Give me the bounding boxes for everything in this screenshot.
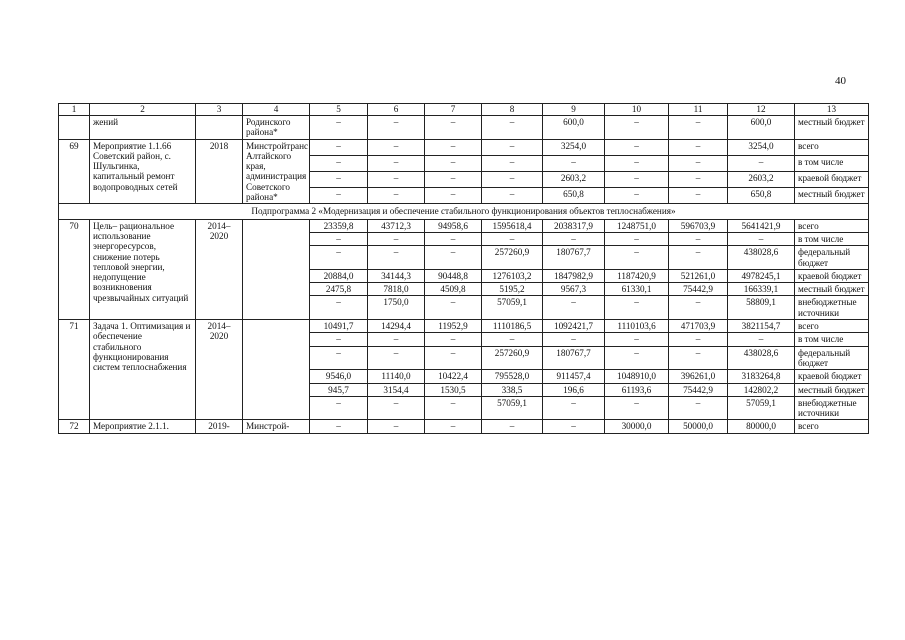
value-cell: 34144,3 — [368, 269, 425, 282]
value-cell: – — [310, 188, 368, 204]
value-cell: 94958,6 — [425, 219, 482, 232]
item-number-cell: 71 — [59, 320, 90, 420]
column-header: 3 — [196, 104, 243, 116]
value-cell: – — [669, 139, 728, 155]
value-cell: 180767,7 — [543, 346, 605, 370]
funding-source-cell: местный бюджет — [795, 116, 869, 140]
value-cell: 50000,0 — [669, 420, 728, 433]
funding-source-cell: местный бюджет — [795, 383, 869, 396]
value-cell: – — [368, 188, 425, 204]
value-cell: 75442,9 — [669, 383, 728, 396]
value-cell: 5641421,9 — [728, 219, 795, 232]
item-number-cell: 69 — [59, 139, 90, 204]
item-name-cell: Мероприятие 2.1.1. — [90, 420, 196, 433]
value-cell: 2603,2 — [543, 171, 605, 187]
value-cell: – — [605, 296, 669, 320]
table-row — [59, 219, 869, 232]
value-cell: – — [368, 420, 425, 433]
value-cell: 1048910,0 — [605, 370, 669, 383]
value-cell: 396261,0 — [669, 370, 728, 383]
value-cell: 196,6 — [543, 383, 605, 396]
funding-source-cell: краевой бюджет — [795, 370, 869, 383]
value-cell: 2038317,9 — [543, 219, 605, 232]
item-name-cell: жений — [90, 116, 196, 140]
value-cell: – — [425, 420, 482, 433]
value-cell: – — [368, 333, 425, 346]
value-cell: 795528,0 — [482, 370, 543, 383]
value-cell: 3154,4 — [368, 383, 425, 396]
column-header: 8 — [482, 104, 543, 116]
column-header: 9 — [543, 104, 605, 116]
value-cell: – — [728, 232, 795, 245]
value-cell: 11952,9 — [425, 320, 482, 333]
funding-source-cell: местный бюджет — [795, 283, 869, 296]
value-cell: – — [310, 139, 368, 155]
item-name-cell: Цель– рациональное использование энергоресурсов, снижение потерь тепловой энергии, недопущение возникновения чрезвычайных ситуаций — [90, 219, 196, 319]
value-cell: 911457,4 — [543, 370, 605, 383]
value-cell: 10491,7 — [310, 320, 368, 333]
value-cell: 30000,0 — [605, 420, 669, 433]
value-cell: – — [482, 232, 543, 245]
value-cell: 2603,2 — [728, 171, 795, 187]
value-cell: – — [669, 346, 728, 370]
funding-source-cell: краевой бюджет — [795, 171, 869, 187]
value-cell: – — [669, 171, 728, 187]
value-cell: – — [310, 333, 368, 346]
executor-cell: Минстройтранс Алтайского края, администрация Советского района* — [243, 139, 310, 204]
value-cell: 1092421,7 — [543, 320, 605, 333]
value-cell: 3254,0 — [728, 139, 795, 155]
value-cell: – — [605, 116, 669, 140]
value-cell: 1276103,2 — [482, 269, 543, 282]
value-cell: 1847982,9 — [543, 269, 605, 282]
table-row — [59, 116, 869, 140]
value-cell: – — [482, 155, 543, 171]
column-header: 7 — [425, 104, 482, 116]
years-cell: 2014–2020 — [196, 219, 243, 319]
value-cell: – — [425, 396, 482, 420]
value-cell: – — [310, 420, 368, 433]
value-cell: 57059,1 — [482, 396, 543, 420]
value-cell: – — [482, 188, 543, 204]
column-header: 12 — [728, 104, 795, 116]
column-header: 13 — [795, 104, 869, 116]
value-cell: 5195,2 — [482, 283, 543, 296]
value-cell: – — [728, 333, 795, 346]
value-cell: – — [368, 246, 425, 270]
value-cell: – — [669, 232, 728, 245]
years-cell: 2019- — [196, 420, 243, 433]
value-cell: – — [482, 420, 543, 433]
value-cell: 61193,6 — [605, 383, 669, 396]
value-cell: 600,0 — [543, 116, 605, 140]
funding-source-cell: федеральный бюджет — [795, 246, 869, 270]
value-cell: – — [669, 333, 728, 346]
funding-source-cell: местный бюджет — [795, 188, 869, 204]
value-cell: 10422,4 — [425, 370, 482, 383]
value-cell: – — [425, 188, 482, 204]
funding-source-cell: внебюджетные источники — [795, 396, 869, 420]
column-header: 6 — [368, 104, 425, 116]
value-cell: 43712,3 — [368, 219, 425, 232]
value-cell: 4978245,1 — [728, 269, 795, 282]
column-header: 5 — [310, 104, 368, 116]
value-cell: – — [425, 296, 482, 320]
table-row — [59, 320, 869, 333]
value-cell: 1248751,0 — [605, 219, 669, 232]
value-cell: – — [368, 171, 425, 187]
value-cell: 4509,8 — [425, 283, 482, 296]
value-cell: 1530,5 — [425, 383, 482, 396]
value-cell: 438028,6 — [728, 246, 795, 270]
value-cell: 471703,9 — [669, 320, 728, 333]
value-cell: – — [605, 333, 669, 346]
value-cell: – — [482, 116, 543, 140]
value-cell: – — [669, 296, 728, 320]
value-cell: – — [425, 155, 482, 171]
value-cell: – — [543, 333, 605, 346]
value-cell: – — [543, 232, 605, 245]
funding-source-cell: краевой бюджет — [795, 269, 869, 282]
value-cell: – — [310, 246, 368, 270]
value-cell: 9567,3 — [543, 283, 605, 296]
value-cell: 1110186,5 — [482, 320, 543, 333]
executor-cell: Минстрой- — [243, 420, 310, 433]
subprogram-row — [59, 204, 869, 219]
value-cell: – — [482, 333, 543, 346]
value-cell: 9546,0 — [310, 370, 368, 383]
value-cell: – — [368, 232, 425, 245]
item-number-cell — [59, 116, 90, 140]
funding-source-cell: всего — [795, 320, 869, 333]
value-cell: 2475,8 — [310, 283, 368, 296]
value-cell: 596703,9 — [669, 219, 728, 232]
value-cell: – — [669, 396, 728, 420]
budget-table — [58, 103, 869, 434]
value-cell: 521261,0 — [669, 269, 728, 282]
table-row — [59, 139, 869, 155]
value-cell: 1110103,6 — [605, 320, 669, 333]
executor-cell: Родинского района* — [243, 116, 310, 140]
value-cell: – — [669, 155, 728, 171]
item-number-cell: 70 — [59, 219, 90, 319]
value-cell: – — [543, 296, 605, 320]
funding-source-cell: в том числе — [795, 333, 869, 346]
column-header: 2 — [90, 104, 196, 116]
value-cell: – — [310, 232, 368, 245]
value-cell: – — [425, 346, 482, 370]
value-cell: 14294,4 — [368, 320, 425, 333]
column-header: 11 — [669, 104, 728, 116]
value-cell: – — [669, 188, 728, 204]
value-cell: – — [605, 139, 669, 155]
value-cell: 11140,0 — [368, 370, 425, 383]
value-cell: – — [482, 171, 543, 187]
value-cell: – — [543, 420, 605, 433]
column-header: 10 — [605, 104, 669, 116]
value-cell: – — [425, 232, 482, 245]
value-cell: 57059,1 — [482, 296, 543, 320]
value-cell: 20884,0 — [310, 269, 368, 282]
value-cell: – — [543, 396, 605, 420]
funding-source-cell: внебюджетные источники — [795, 296, 869, 320]
value-cell: 75442,9 — [669, 283, 728, 296]
value-cell: 58809,1 — [728, 296, 795, 320]
value-cell: 61330,1 — [605, 283, 669, 296]
column-number-row — [59, 104, 869, 116]
page-number: 40 — [835, 75, 846, 87]
value-cell: 90448,8 — [425, 269, 482, 282]
value-cell: 23359,8 — [310, 219, 368, 232]
item-number-cell: 72 — [59, 420, 90, 433]
value-cell: – — [605, 346, 669, 370]
value-cell: 7818,0 — [368, 283, 425, 296]
value-cell: – — [543, 155, 605, 171]
value-cell: 80000,0 — [728, 420, 795, 433]
item-name-cell: Мероприятие 1.1.66 Советский район, с. Шульгинка, капитальный ремонт водопроводных сетей — [90, 139, 196, 204]
value-cell: – — [605, 171, 669, 187]
value-cell: – — [425, 116, 482, 140]
value-cell: – — [605, 155, 669, 171]
value-cell: – — [728, 155, 795, 171]
value-cell: 338,5 — [482, 383, 543, 396]
value-cell: 650,8 — [728, 188, 795, 204]
table-row — [59, 420, 869, 433]
value-cell: 600,0 — [728, 116, 795, 140]
value-cell: – — [482, 139, 543, 155]
funding-source-cell: всего — [795, 139, 869, 155]
column-header: 4 — [243, 104, 310, 116]
value-cell: – — [669, 116, 728, 140]
value-cell: – — [425, 333, 482, 346]
value-cell: 650,8 — [543, 188, 605, 204]
value-cell: – — [368, 116, 425, 140]
executor-cell — [243, 320, 310, 420]
value-cell: 142802,2 — [728, 383, 795, 396]
years-cell: 2014–2020 — [196, 320, 243, 420]
funding-source-cell: в том числе — [795, 232, 869, 245]
value-cell: – — [310, 296, 368, 320]
funding-source-cell: в том числе — [795, 155, 869, 171]
value-cell: 3254,0 — [543, 139, 605, 155]
value-cell: – — [310, 346, 368, 370]
value-cell: – — [605, 396, 669, 420]
value-cell: – — [310, 396, 368, 420]
subprogram-title: Подпрограмма 2 «Модернизация и обеспечение стабильного функционирования объектов теплоснабжения» — [59, 204, 869, 219]
executor-cell — [243, 219, 310, 319]
value-cell: 1187420,9 — [605, 269, 669, 282]
value-cell: 438028,6 — [728, 346, 795, 370]
years-cell: 2018 — [196, 139, 243, 204]
value-cell: 3183264,8 — [728, 370, 795, 383]
value-cell: – — [368, 396, 425, 420]
value-cell: – — [605, 232, 669, 245]
value-cell: – — [368, 155, 425, 171]
funding-source-cell: всего — [795, 219, 869, 232]
value-cell: 166339,1 — [728, 283, 795, 296]
value-cell: 1595618,4 — [482, 219, 543, 232]
value-cell: 945,7 — [310, 383, 368, 396]
value-cell: – — [605, 246, 669, 270]
value-cell: – — [425, 139, 482, 155]
value-cell: – — [669, 246, 728, 270]
value-cell: 257260,9 — [482, 346, 543, 370]
value-cell: 3821154,7 — [728, 320, 795, 333]
years-cell — [196, 116, 243, 140]
value-cell: 57059,1 — [728, 396, 795, 420]
value-cell: – — [425, 171, 482, 187]
value-cell: 180767,7 — [543, 246, 605, 270]
value-cell: – — [310, 116, 368, 140]
value-cell: – — [368, 139, 425, 155]
funding-source-cell: всего — [795, 420, 869, 433]
value-cell: – — [425, 246, 482, 270]
value-cell: – — [310, 171, 368, 187]
column-header: 1 — [59, 104, 90, 116]
value-cell: 1750,0 — [368, 296, 425, 320]
value-cell: – — [310, 155, 368, 171]
item-name-cell: Задача 1. Оптимизация и обеспечение стабильного функционирования систем теплоснабжения — [90, 320, 196, 420]
value-cell: – — [368, 346, 425, 370]
value-cell: 257260,9 — [482, 246, 543, 270]
funding-source-cell: федеральный бюджет — [795, 346, 869, 370]
value-cell: – — [605, 188, 669, 204]
